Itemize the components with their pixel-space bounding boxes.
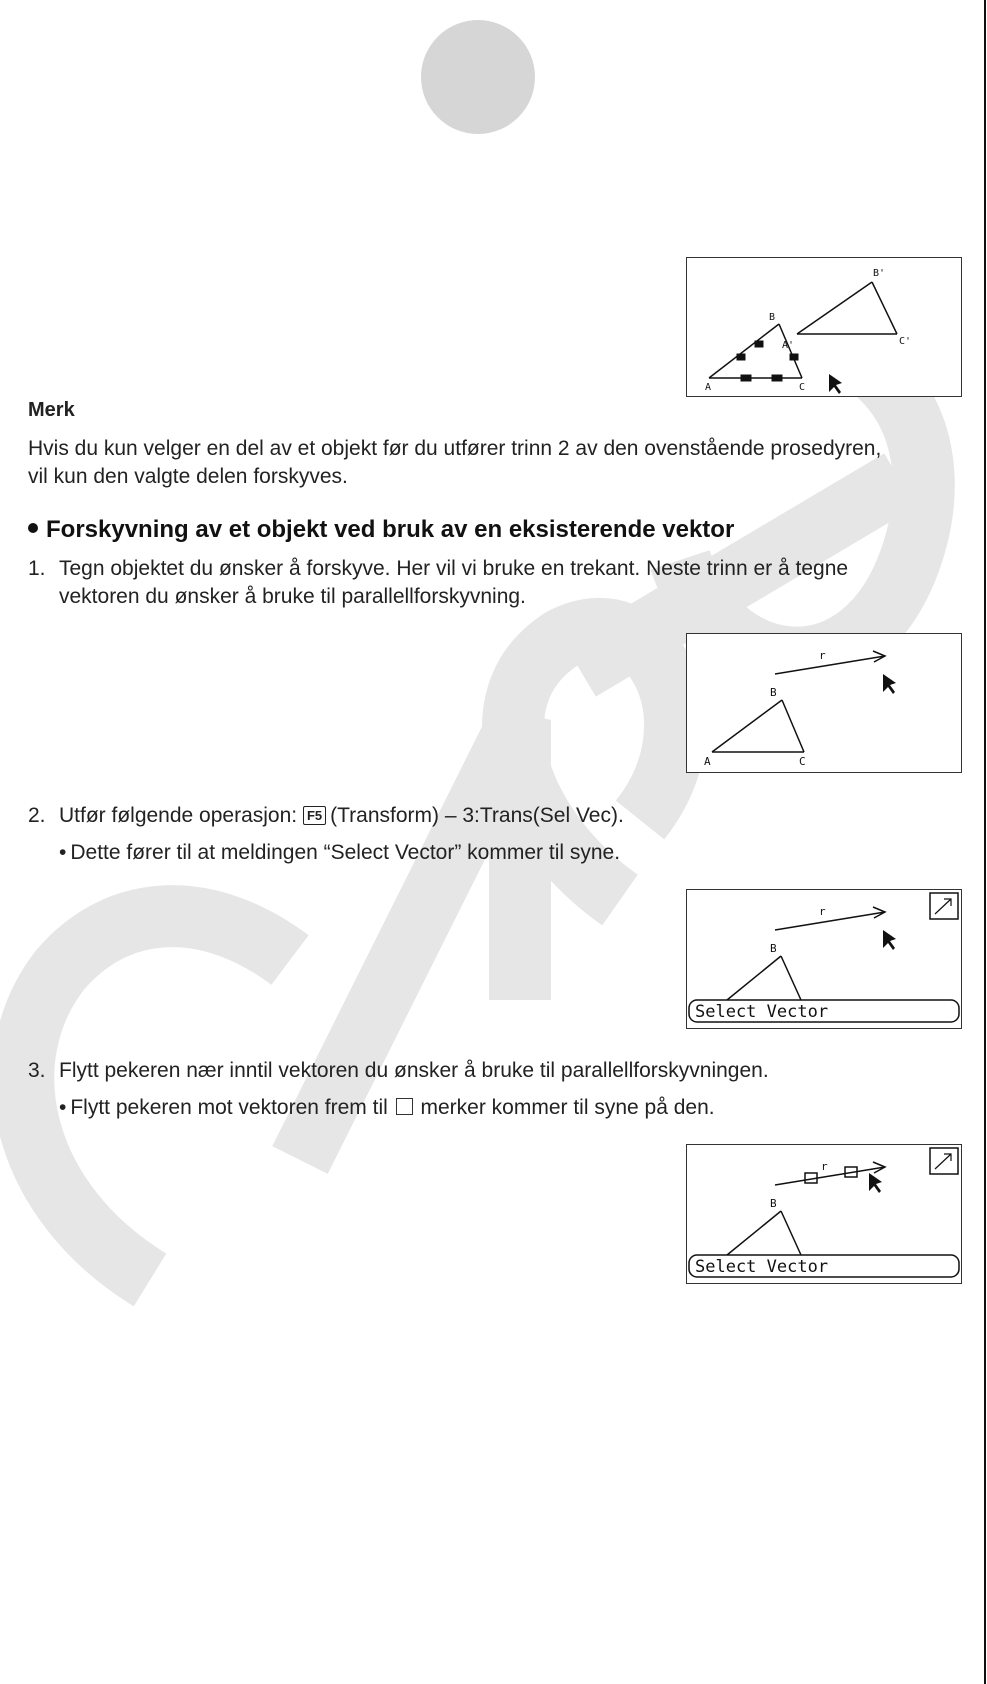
step-2-text (59, 802, 624, 830)
step-2-text-pre: Utfør følgende operasjon: (59, 804, 303, 827)
step-3-number: 3. (28, 1059, 46, 1082)
vector-label-r: r (819, 905, 826, 918)
step-3-bullet-pre: Flytt pekeren mot vektoren frem til (70, 1096, 394, 1119)
step-2-number: 2. (28, 804, 46, 827)
vector-label-r: r (821, 1160, 828, 1173)
step-3-bullet (59, 1094, 715, 1122)
label-a-prime: A' (782, 340, 795, 351)
calculator-screen-2 (686, 633, 962, 773)
section-heading-text: Forskyvning av et objekt ved bruk av en eksisterende vektor (46, 516, 735, 543)
note-text-line-2: vil kun den valgte delen forskyves. (28, 465, 348, 488)
step-2-text-post: (Transform) – 3:Trans(Sel Vec). (330, 804, 624, 827)
page-edge (984, 0, 986, 1684)
label-c: C (799, 382, 806, 393)
step-3-line-1: Flytt pekeren nær inntil vektoren du ønsker å bruke til parallellforskyvningen. (59, 1059, 769, 1082)
vector-label-r: r (819, 649, 826, 662)
calculator-screen-4 (686, 1144, 962, 1284)
note-heading: Merk (28, 399, 75, 421)
step-1-line-1: Tegn objektet du ønsker å forskyve. Her vil vi bruke en trekant. Neste trinn er å tegne (59, 557, 849, 580)
label-b: B (770, 686, 777, 699)
status-message: Select Vector (695, 1002, 829, 1022)
label-b: B (770, 942, 777, 955)
header-circle-decoration (421, 20, 535, 134)
label-b: B (769, 312, 776, 323)
section-heading (28, 516, 734, 544)
label-c-prime: C' (899, 336, 912, 347)
label-a: A (704, 755, 711, 768)
calculator-screen-1 (686, 257, 962, 397)
square-marker-icon (396, 1098, 413, 1115)
label-a: A (705, 382, 712, 393)
step-1-line-2: vektoren du ønsker å bruke til parallellforskyvning. (59, 585, 526, 608)
label-c: C (799, 755, 806, 768)
note-text-line-1: Hvis du kun velger en del av et objekt før du utfører trinn 2 av den ovenstående prosedyren, (28, 437, 882, 460)
label-b-prime: B' (873, 268, 886, 279)
step-1-number: 1. (28, 557, 46, 580)
step-3-bullet-post: merker kommer til syne på den. (414, 1096, 715, 1119)
section-bullet-icon (28, 523, 38, 533)
calculator-screen-3 (686, 889, 962, 1029)
step-2-bullet: • Dette fører til at meldingen “Select Vector” kommer til syne. (59, 839, 620, 867)
f5-key-icon: F5 (303, 806, 326, 825)
label-b: B (770, 1197, 777, 1210)
status-message: Select Vector (695, 1257, 829, 1277)
